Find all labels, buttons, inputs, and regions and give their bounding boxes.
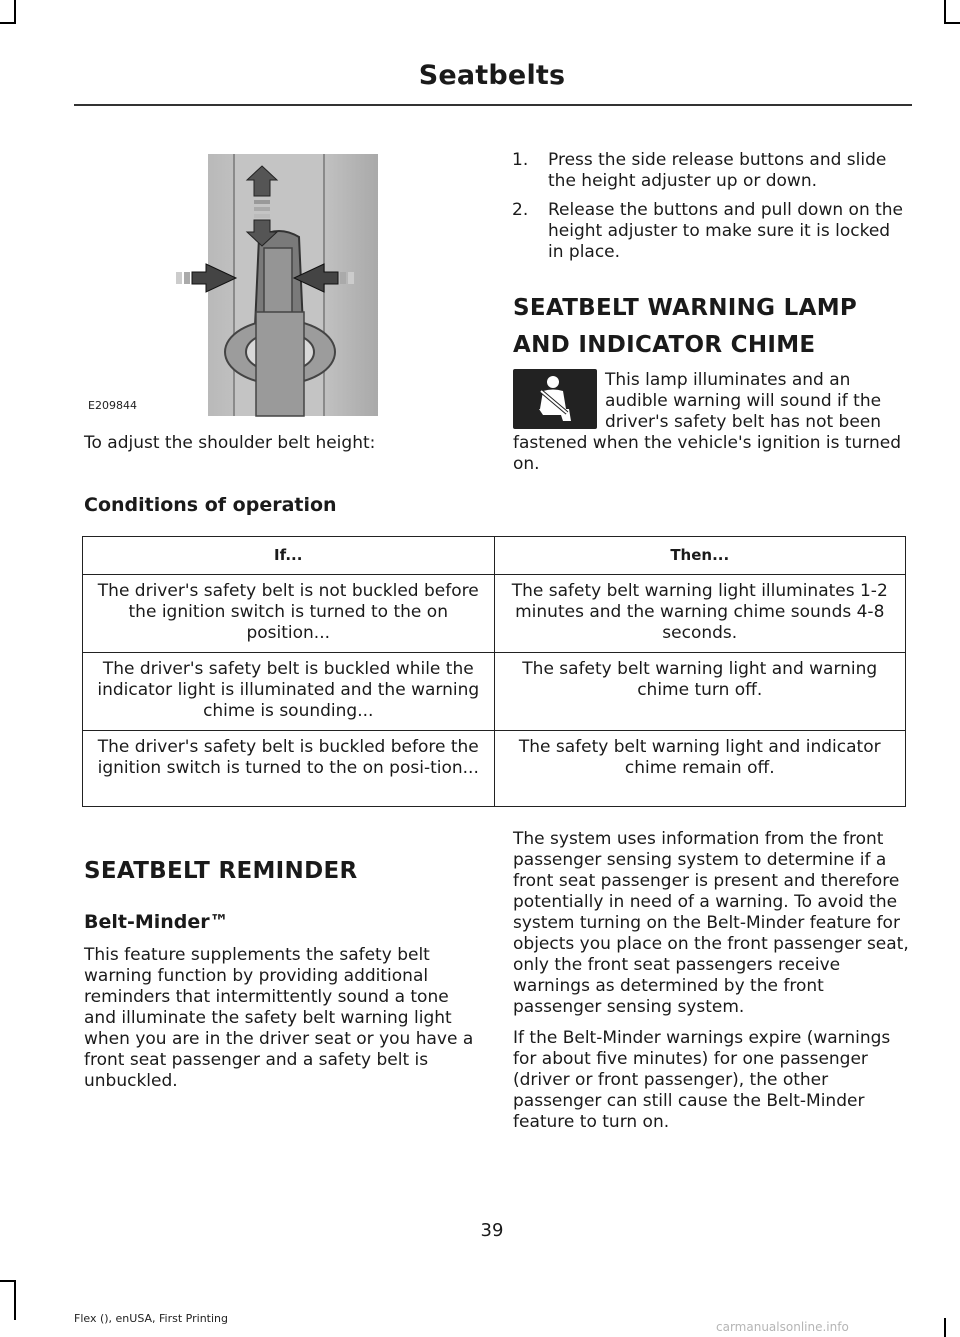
table-header-row bbox=[83, 537, 906, 575]
column-header-if: If... bbox=[83, 537, 495, 575]
warning-text: This lamp illuminates and an audible warning will sound if the driver's safety belt has not been fastened when the vehicle's ignition is turned on. bbox=[513, 370, 902, 474]
table-cell: The safety belt warning light and indicator chime remain off. bbox=[494, 731, 906, 807]
page-number: 39 bbox=[480, 1220, 504, 1241]
edition-footer: Flex (), enUSA, First Printing bbox=[74, 1312, 228, 1325]
adjust-caption: To adjust the shoulder belt height: bbox=[84, 433, 376, 453]
table-cell: The driver's safety belt is buckled before the ignition switch is turned to the on posi-tion... bbox=[83, 731, 495, 807]
list-item bbox=[512, 150, 908, 192]
heading-line: AND INDICATOR CHIME bbox=[513, 332, 816, 358]
step-number: 2. bbox=[512, 200, 529, 220]
column-header-then: Then... bbox=[494, 537, 906, 575]
table-cell: The driver's safety belt is buckled while the indicator light is illuminated and the warning chime is sounding... bbox=[83, 653, 495, 731]
seatbelt-reminder-heading: SEATBELT REMINDER bbox=[84, 858, 358, 884]
paragraph: The system uses information from the front passenger sensing system to determine if a front seat passenger is present and therefore potentially in need of a warning. To avoid the system turning on the Belt-Minder feature for objects you place on the front passenger seat, only the front seat passengers receive warnings as determined by the front passenger sensing system. bbox=[513, 829, 909, 1017]
table-cell: The safety belt warning light illuminates 1-2 minutes and the warning chime sounds 4-8 seconds. bbox=[494, 575, 906, 653]
table-row bbox=[83, 731, 906, 807]
belt-minder-subheading: Belt-Minder™ bbox=[84, 911, 229, 933]
table-cell: The safety belt warning light and warning chime turn off. bbox=[494, 653, 906, 731]
header-divider bbox=[74, 104, 912, 106]
belt-minder-details bbox=[513, 829, 909, 1143]
step-text: Press the side release buttons and slide the height adjuster up or down. bbox=[548, 150, 887, 191]
crop-mark bbox=[0, 22, 16, 24]
conditions-table bbox=[82, 536, 906, 807]
page-title: Seatbelts bbox=[418, 60, 566, 91]
step-number: 1. bbox=[512, 150, 529, 170]
heading-line: SEATBELT WARNING LAMP bbox=[513, 295, 858, 321]
crop-mark bbox=[944, 22, 960, 24]
warning-lamp-description bbox=[513, 370, 907, 475]
paragraph: If the Belt-Minder warnings expire (warnings for about five minutes) for one passenger (driver or front passenger), the other passenger can still cause the Belt-Minder feature to turn on. bbox=[513, 1028, 891, 1132]
watermark: carmanualsonline.info bbox=[716, 1320, 849, 1334]
table-cell: The driver's safety belt is not buckled before the ignition switch is turned to the on position... bbox=[83, 575, 495, 653]
list-item bbox=[512, 200, 908, 263]
crop-mark bbox=[14, 1280, 16, 1320]
icon-spacer bbox=[513, 370, 605, 433]
conditions-heading: Conditions of operation bbox=[84, 494, 337, 516]
table-row bbox=[83, 653, 906, 731]
crop-mark bbox=[0, 1280, 16, 1282]
table-row bbox=[83, 575, 906, 653]
height-adjuster-illustration bbox=[84, 152, 384, 418]
warning-lamp-heading bbox=[513, 290, 913, 364]
figure-id-label: E209844 bbox=[88, 399, 137, 412]
adjust-steps-list bbox=[512, 150, 908, 271]
belt-minder-description: This feature supplements the safety belt warning function by providing additional reminders that intermittently sound a tone and illuminate the safety belt warning light when you are in the driver seat or you have a front seat passenger and a safety belt is unbuckled. bbox=[84, 945, 474, 1091]
crop-mark bbox=[944, 0, 946, 22]
crop-mark bbox=[14, 0, 16, 22]
step-text: Release the buttons and pull down on the height adjuster to make sure it is locked in place. bbox=[548, 200, 904, 262]
crop-mark bbox=[944, 1318, 946, 1337]
